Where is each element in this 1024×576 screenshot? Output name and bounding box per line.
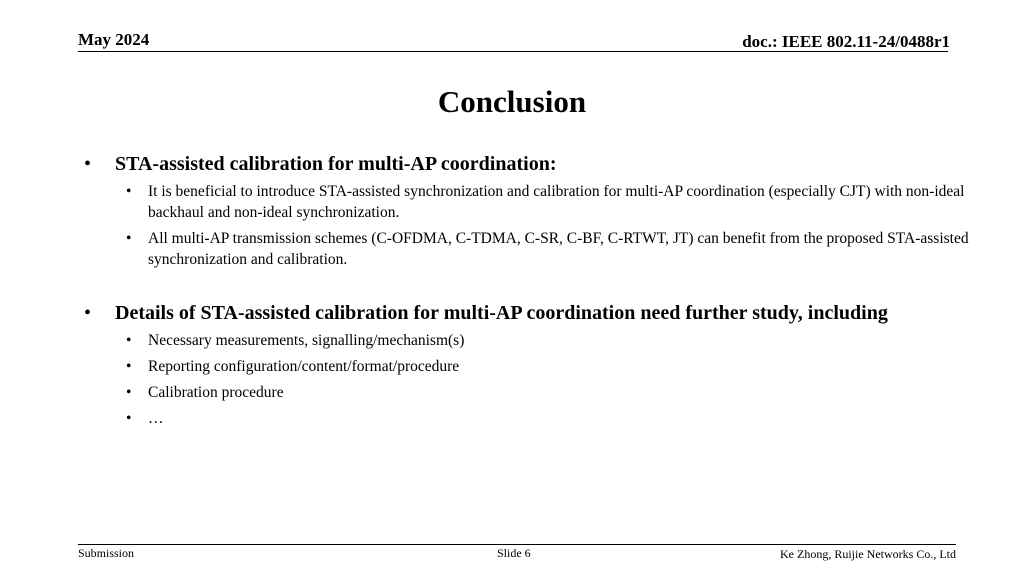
bullet-text: Necessary measurements, signalling/mechanism(s) [148, 332, 465, 349]
bullet-icon: • [126, 384, 132, 401]
bullet-level2 [84, 181, 984, 223]
slide-body [84, 152, 984, 429]
bullet-text: It is beneficial to introduce STA-assisted synchronization and calibration for multi-AP coordination (especially CJT) with non-ideal backhaul and non-ideal synchronization. [148, 183, 965, 221]
bullet-icon: • [84, 153, 92, 175]
header-doc-id: doc.: IEEE 802.11-24/0488r1 [742, 32, 950, 51]
footer-divider [78, 544, 956, 545]
bullet-text: Reporting configuration/content/format/procedure [148, 358, 460, 375]
bullet-icon: • [84, 302, 92, 324]
header-date: May 2024 [78, 30, 150, 49]
bullet-level2 [84, 382, 984, 403]
bullet-level1 [84, 301, 984, 325]
bullet-icon: • [126, 358, 132, 375]
section-heading: STA-assisted calibration for multi-AP coordination: [115, 153, 557, 175]
footer-submission: Submission [78, 546, 135, 560]
bullet-text: … [148, 410, 164, 427]
bullet-icon: • [126, 332, 132, 349]
bullet-icon: • [126, 410, 132, 427]
slide-title: Conclusion [437, 84, 587, 119]
header-divider [78, 51, 948, 52]
bullet-icon: • [126, 230, 132, 247]
footer-slide-number: Slide 6 [497, 546, 531, 560]
bullet-level1 [84, 152, 984, 176]
footer-author: Ke Zhong, Ruijie Networks Co., Ltd [780, 547, 956, 561]
section-further-study [84, 301, 984, 429]
bullet-level2 [84, 356, 984, 377]
bullet-level2 [84, 330, 984, 351]
bullet-icon: • [126, 183, 132, 200]
bullet-level2 [84, 228, 984, 270]
bullet-level2 [84, 408, 984, 429]
section-sta-assisted-calibration [84, 152, 984, 270]
section-heading: Details of STA-assisted calibration for multi-AP coordination need further study, including [115, 302, 888, 324]
bullet-text: All multi-AP transmission schemes (C-OFDMA, C-TDMA, C-SR, C-BF, C-RTWT, JT) can benefit from the proposed STA-assisted synchronization and calibration. [148, 230, 969, 268]
bullet-text: Calibration procedure [148, 384, 284, 401]
